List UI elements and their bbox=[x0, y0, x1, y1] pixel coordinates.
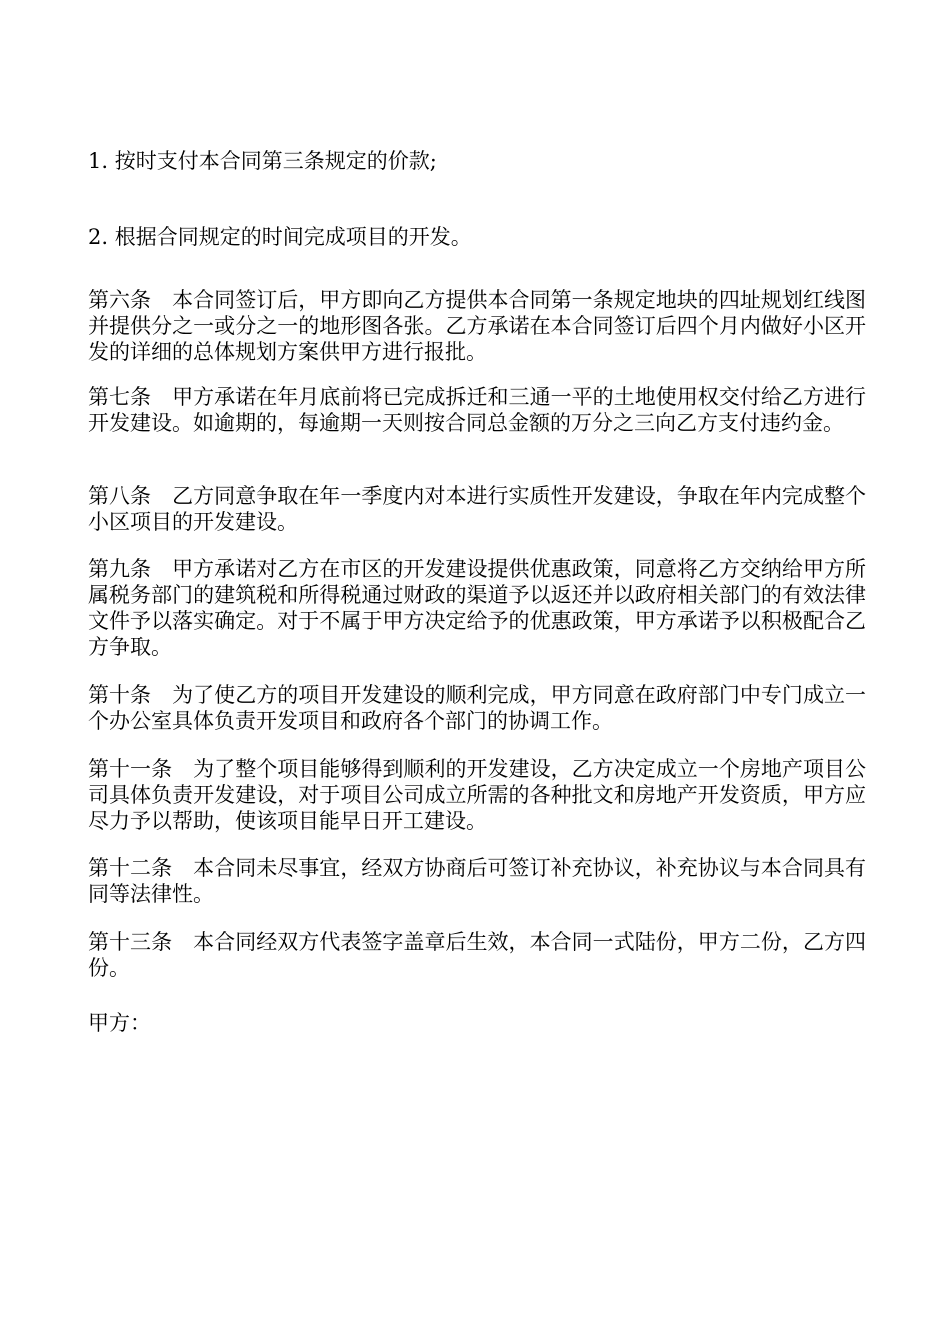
list-item-1: 1. 按时支付本合同第三条规定的价款; bbox=[88, 149, 437, 173]
article-10: 第十条 为了使乙方的项目开发建设的顺利完成，甲方同意在政府部门中专门成立一个办公室具体负责开发项目和政府各个部门的协调工作。 bbox=[88, 683, 866, 733]
article-11: 第十一条 为了整个项目能够得到顺利的开发建设，乙方决定成立一个房地产项目公司具体负责开发建设，对于项目公司成立所需的各种批文和房地产开发资质，甲方应尽力予以帮助，使该项目能早日开工建设。 bbox=[88, 757, 866, 833]
article-6: 第六条 本合同签订后，甲方即向乙方提供本合同第一条规定地块的四址规划红线图并提供分之一或分之一的地形图各张。乙方承诺在本合同签订后四个月内做好小区开发的详细的总体规划方案供甲方进行报批。 bbox=[88, 288, 866, 364]
party-a-label: 甲方： bbox=[88, 1011, 151, 1035]
article-9: 第九条 甲方承诺对乙方在市区的开发建设提供优惠政策，同意将乙方交纳给甲方所属税务部门的建筑税和所得税通过财政的渠道予以返还并以政府相关部门的有效法律文件予以落实确定。对于不属于甲方决定给予的优惠政策，甲方承诺予以积极配合乙方争取。 bbox=[88, 557, 866, 659]
list-item-2: 2. 根据合同规定的时间完成项目的开发。 bbox=[88, 225, 472, 249]
article-13: 第十三条 本合同经双方代表签字盖章后生效，本合同一式陆份，甲方二份，乙方四份。 bbox=[88, 930, 866, 980]
article-7: 第七条 甲方承诺在年月底前将已完成拆迁和三通一平的土地使用权交付给乙方进行开发建设。如逾期的，每逾期一天则按合同总金额的万分之三向乙方支付违约金。 bbox=[88, 385, 866, 435]
article-8: 第八条 乙方同意争取在年一季度内对本进行实质性开发建设，争取在年内完成整个小区项目的开发建设。 bbox=[88, 484, 866, 534]
article-12: 第十二条 本合同未尽事宜，经双方协商后可签订补充协议，补充协议与本合同具有同等法律性。 bbox=[88, 856, 866, 906]
